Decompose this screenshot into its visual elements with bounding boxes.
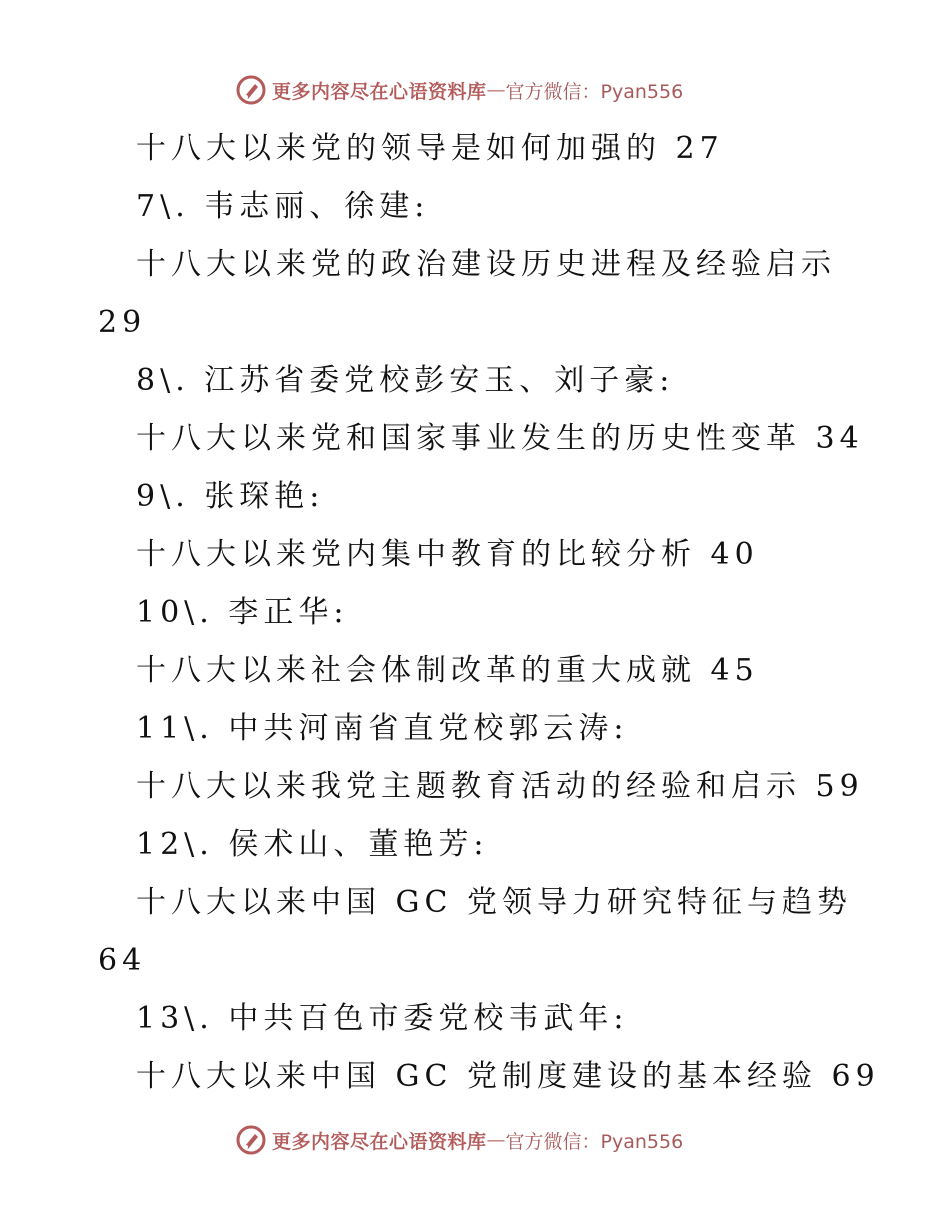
watermark-main-text: 更多内容尽在心语资料库 — [272, 80, 487, 103]
toc-page-number: 29 — [98, 305, 147, 340]
watermark-main-text: 更多内容尽在心语资料库 — [272, 1130, 487, 1153]
watermark-wechat-text: 官方微信：Pyan556 — [505, 80, 684, 103]
header-watermark — [236, 72, 683, 108]
toc-title-line: 十八大以来党和国家事业发生的历史性变革 34 — [136, 421, 864, 456]
toc-author-line: 9\. 张琛艳: — [136, 479, 325, 514]
watermark-dash: — — [486, 79, 506, 101]
toc-author-line: 7\. 韦志丽、徐建: — [136, 189, 430, 224]
pen-logo-icon — [236, 75, 266, 105]
toc-title-line: 十八大以来党的政治建设历史进程及经验启示 — [136, 247, 836, 282]
toc-title-line: 十八大以来中国 GC 党制度建设的基本经验 69 — [136, 1059, 880, 1094]
pen-logo-icon — [236, 1125, 266, 1155]
watermark-wechat-text: 官方微信：Pyan556 — [505, 1130, 684, 1153]
toc-author-line: 12\. 侯术山、董艳芳: — [136, 827, 489, 862]
toc-author-line: 13\. 中共百色市委党校韦武年: — [136, 1001, 629, 1036]
toc-title-line: 十八大以来党的领导是如何加强的 27 — [136, 131, 724, 166]
toc-title-line: 十八大以来党内集中教育的比较分析 40 — [136, 537, 759, 572]
watermark-dash: — — [486, 1129, 506, 1151]
toc-page-number: 64 — [98, 943, 147, 978]
toc-title-line: 十八大以来我党主题教育活动的经验和启示 59 — [136, 769, 864, 804]
toc-author-line: 10\. 李正华: — [136, 595, 349, 630]
toc-author-line: 8\. 江苏省委党校彭安玉、刘子豪: — [136, 363, 675, 398]
footer-watermark — [236, 1122, 683, 1158]
toc-title-line: 十八大以来中国 GC 党领导力研究特征与趋势 — [136, 885, 852, 920]
toc-author-line: 11\. 中共河南省直党校郭云涛: — [136, 711, 629, 746]
toc-title-line: 十八大以来社会体制改革的重大成就 45 — [136, 653, 759, 688]
